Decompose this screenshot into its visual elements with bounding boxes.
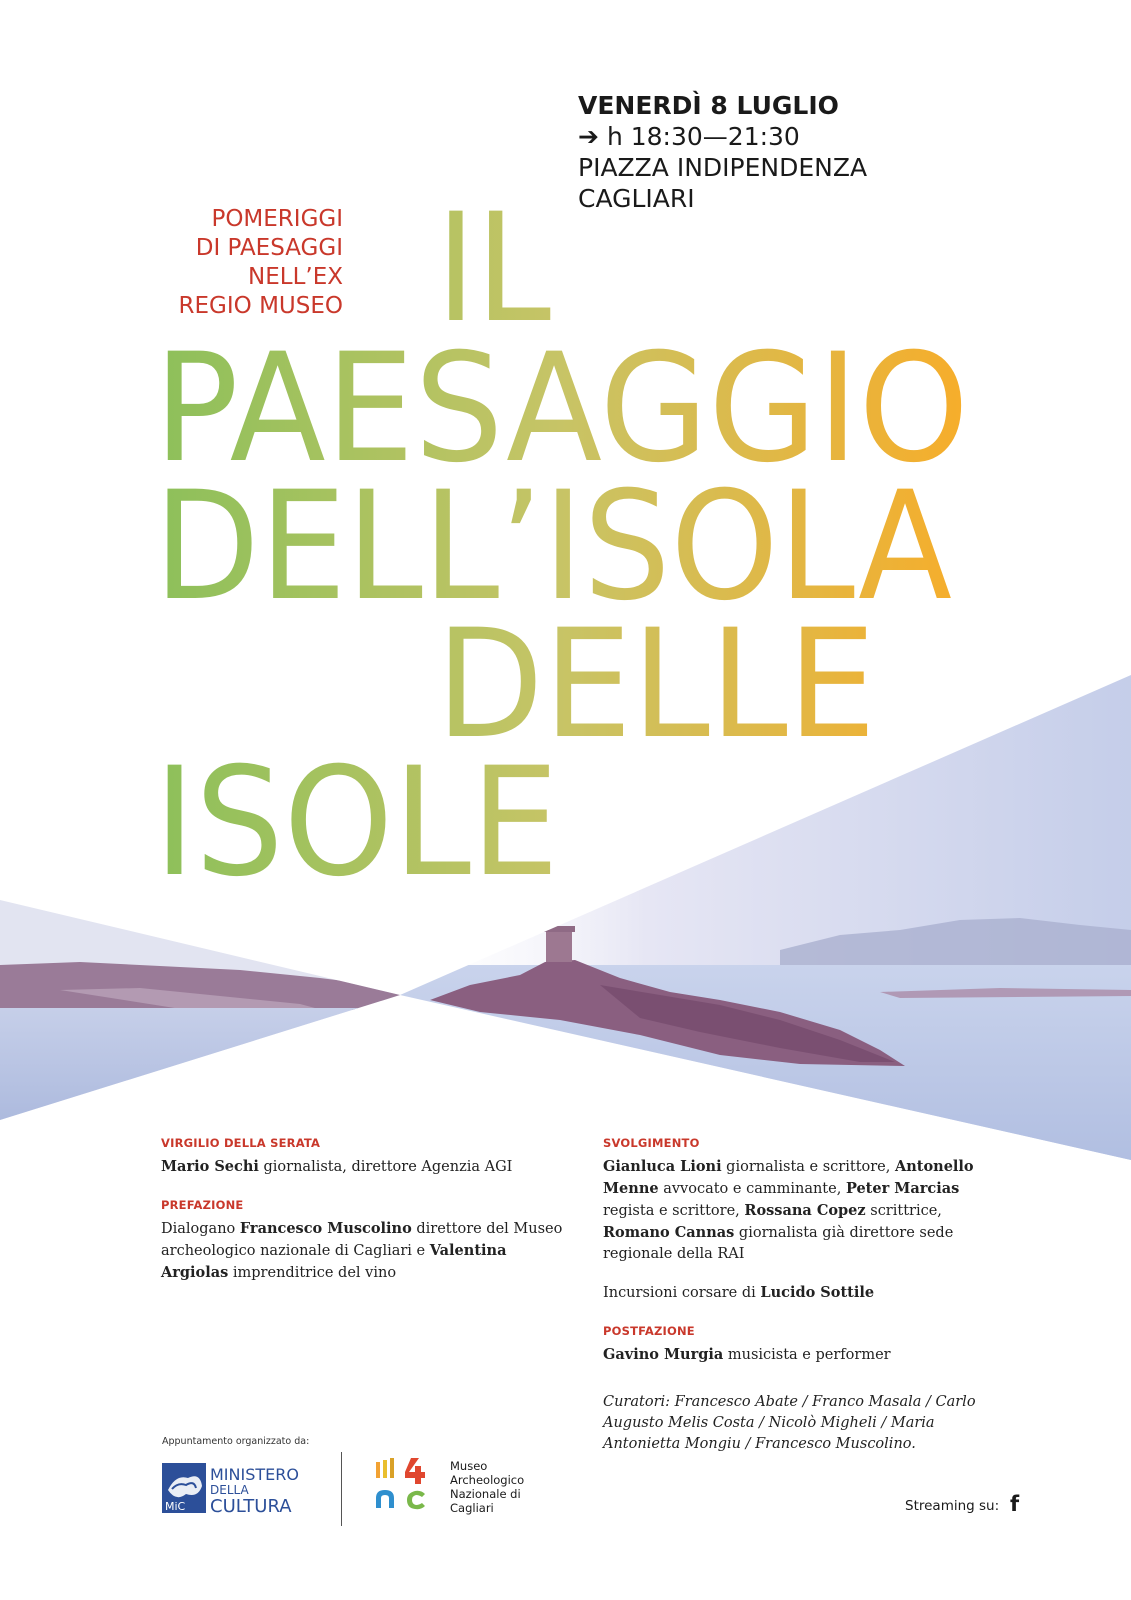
postfazione-block (603, 1321, 1013, 1366)
prefazione-text (161, 1218, 571, 1284)
virgilio-role: giornalista, direttore Agenzia AGI (258, 1159, 513, 1175)
event-place: PIAZZA INDIPENDENZA (578, 153, 868, 182)
virgilio-text (161, 1156, 571, 1178)
ministry-line: CULTURA (210, 1496, 292, 1516)
subtitle-line: DI PAESAGGI (195, 235, 343, 261)
svolgimento-label: SVOLGIMENTO (603, 1136, 700, 1150)
svolgimento-role: regista e scrittore, (603, 1203, 745, 1219)
facebook-icon[interactable]: f (1010, 1492, 1020, 1516)
svolgimento-block (603, 1133, 1013, 1265)
ministry-line: MINISTERO (210, 1465, 299, 1484)
event-time-row (578, 121, 867, 152)
credits-right (603, 1133, 1013, 1455)
virgilio-name: Mario Sechi (161, 1158, 259, 1175)
subtitle-line: NELL’EX (248, 264, 343, 290)
ministry-abbr: MiC (165, 1500, 186, 1513)
svolgimento-name: Romano Cannas (603, 1224, 735, 1241)
credits-left (161, 1133, 571, 1301)
title-line-2: PAESAGGIO (154, 322, 969, 496)
ministry-logo (162, 1460, 322, 1516)
incursioni-label: Incursioni corsare di (603, 1285, 761, 1301)
museum-line: Museo (450, 1459, 488, 1473)
museum-line: Archeologico (450, 1473, 525, 1487)
title-line-1: IL (436, 182, 551, 356)
event-city: CAGLIARI (578, 184, 695, 213)
organized-by: Appuntamento organizzato da: (162, 1436, 310, 1447)
event-date: VENERDÌ 8 LUGLIO (578, 91, 839, 120)
postfazione-role: musicista e performer (723, 1347, 891, 1363)
prefazione-name-2: Valentina Argiolas (161, 1242, 507, 1281)
footer-divider (341, 1452, 342, 1526)
subtitle (179, 205, 343, 321)
curators-text: Curatori: Francesco Abate / Franco Masala / Carlo Augusto Melis Costa / Nicolò Migheli / Maria Antonietta Mongiu / Francesco Muscolino. (603, 1394, 976, 1452)
svolgimento-role: giornalista e scrittore, (721, 1159, 895, 1175)
virgilio-block (161, 1133, 571, 1178)
prefazione-block (161, 1195, 571, 1284)
svolgimento-name: Rossana Copez (744, 1202, 866, 1219)
museum-line: Nazionale di (450, 1487, 521, 1501)
postfazione-name: Gavino Murgia (603, 1346, 724, 1363)
svolgimento-text (603, 1156, 1013, 1265)
incursioni-text (603, 1282, 1013, 1304)
prefazione-text-3: imprenditrice del vino (228, 1265, 397, 1281)
museum-line: Cagliari (450, 1501, 494, 1515)
title-line-4: DELLE (436, 598, 876, 772)
postfazione-label: POSTFAZIONE (603, 1324, 695, 1338)
svolgimento-role: giornalista già direttore sede regionale della RAI (603, 1225, 954, 1262)
svolgimento-name: Peter Marcias (845, 1180, 960, 1197)
postfazione-text (603, 1344, 1013, 1366)
prefazione-name-1: Francesco Muscolino (239, 1220, 412, 1237)
virgilio-label: VIRGILIO DELLA SERATA (161, 1136, 321, 1150)
streaming-label: Streaming su: (905, 1498, 1000, 1514)
event-info (578, 90, 867, 214)
svolgimento-role: scrittrice, (865, 1203, 942, 1219)
ministry-line: DELLA (210, 1483, 249, 1497)
prefazione-text-1: Dialogano (161, 1221, 240, 1237)
museum-logo-icon (375, 1458, 437, 1518)
title-line-3: DELL’ISOLA (154, 460, 952, 634)
prefazione-label: PREFAZIONE (161, 1198, 244, 1212)
incursioni-name: Lucido Sottile (760, 1284, 875, 1301)
event-time: h 18:30—21:30 (606, 122, 800, 151)
arrow-right-icon: ➔ (578, 122, 599, 151)
museum-name (450, 1459, 524, 1515)
svolgimento-role: avvocato e camminante, (658, 1181, 846, 1197)
incursioni-block (603, 1282, 1013, 1304)
prefazione-text-2: direttore del Museo archeologico nazionale di Cagliari e (161, 1221, 563, 1259)
svolgimento-name: Antonello Menne (603, 1158, 974, 1197)
svolgimento-name: Gianluca Lioni (603, 1158, 722, 1175)
title-line-5: ISOLE (154, 736, 559, 910)
subtitle-line: REGIO MUSEO (178, 293, 343, 319)
subtitle-line: POMERIGGI (211, 206, 343, 232)
